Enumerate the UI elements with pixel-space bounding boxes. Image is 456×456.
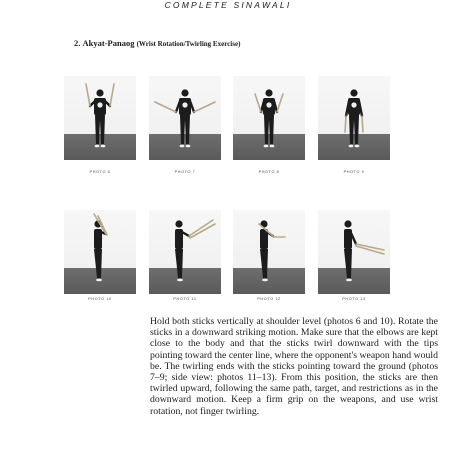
- section-number: 2.: [74, 38, 81, 48]
- section-subtitle: (Wrist Rotation/Twirling Exercise): [136, 40, 241, 48]
- photo-8: [233, 76, 305, 160]
- photo-caption: PHOTO 10: [88, 297, 112, 301]
- photo-caption: PHOTO 12: [257, 297, 281, 301]
- figure-front-sticks-down: [318, 76, 390, 160]
- figure-side-sticks-up: [64, 210, 136, 294]
- photo-6: [64, 76, 136, 160]
- photo-caption: PHOTO 13: [342, 297, 366, 301]
- figure-side-sticks-low: [318, 210, 390, 294]
- photo-10: [64, 210, 136, 294]
- photo-caption: PHOTO 6: [89, 170, 111, 174]
- photo-caption: PHOTO 8: [258, 170, 280, 174]
- photo-caption: PHOTO 9: [343, 170, 365, 174]
- running-head: COMPLETE SINAWALI: [164, 0, 292, 10]
- photo-13: [318, 210, 390, 294]
- figure-front-sticks-crossed: [233, 76, 305, 160]
- photo-12: [233, 210, 305, 294]
- figure-side-sticks-horizontal: [233, 210, 305, 294]
- photo-caption: PHOTO 7: [174, 170, 196, 174]
- photo-11: [149, 210, 221, 294]
- section-title: [74, 38, 240, 48]
- section-name: Akyat-Panaog: [82, 38, 135, 48]
- instruction-paragraph: Hold both sticks vertically at shoulder level (photos 6 and 10). Rotate the sticks in a downward striking motion. Make sure that the elbows are kept close to the body and that the sticks twirl downward with the tips pointing toward the center line, where the opponent's weapon hand would be. The twirling ends with the sticks pointing toward the ground (photos 7–9; side view: photos 11–13). From this position, the sticks are then twirled upward, following the same path, target, and restrictions as in the downward motion. Keep a firm grip on the weapons, and use wrist rotation, not finger twirling.: [150, 316, 438, 417]
- figure-front-sticks-out: [149, 76, 221, 160]
- photo-caption: PHOTO 11: [173, 297, 197, 301]
- photo-7: [149, 76, 221, 160]
- figure-side-sticks-angled: [149, 210, 221, 294]
- figure-front-sticks-up: [64, 76, 136, 160]
- photo-9: [318, 76, 390, 160]
